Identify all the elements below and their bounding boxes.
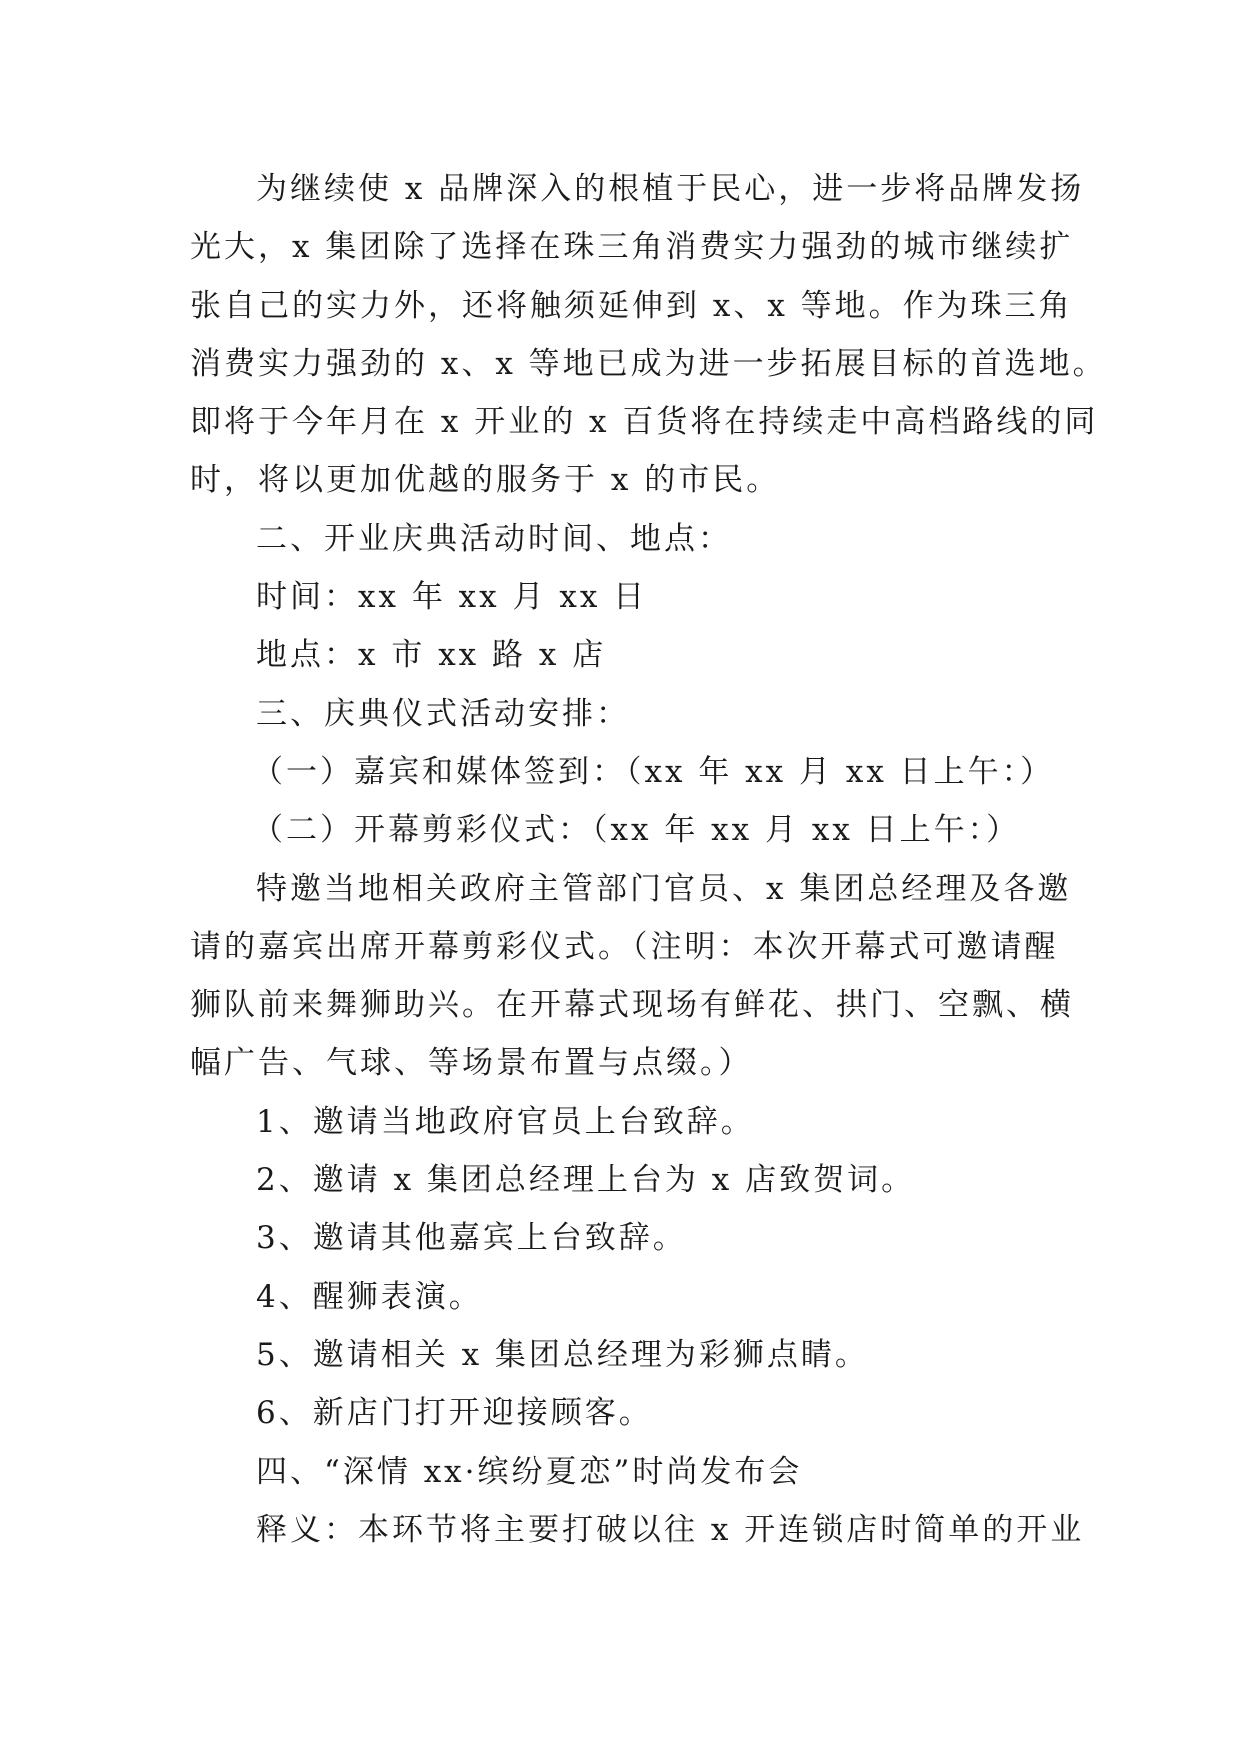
event-place: 地点：x 市 xx 路 x 店	[256, 637, 607, 674]
paragraph-invite-line-1: 特邀当地相关政府主管部门官员、x 集团总经理及各邀	[256, 870, 1072, 907]
event-time: 时间：xx 年 xx 月 xx 日	[256, 579, 648, 616]
list-item-6: 6、新店门打开迎接顾客。	[256, 1395, 653, 1432]
paragraph-invite-line-4: 幅广告、气球、等场景布置与点缀。）	[190, 1045, 753, 1082]
section-heading-time-place: 二、开业庆典活动时间、地点：	[256, 520, 732, 557]
section-heading-fashion-show: 四、“深情 xx·缤纷夏恋”时尚发布会	[256, 1453, 803, 1490]
subsection-guest-signin: （一）嘉宾和媒体签到：（xx 年 xx 月 xx 日上午：）	[252, 753, 1055, 790]
paragraph-intro-line-2: 光大，x 集团除了选择在珠三角消费实力强劲的城市继续扩	[190, 229, 1074, 266]
paragraph-intro-line-6: 时，将以更加优越的服务于 x 的市民。	[190, 462, 781, 499]
paragraph-invite-line-3: 狮队前来舞狮助兴。在开幕式现场有鲜花、拱门、空飘、横	[190, 987, 1074, 1024]
list-item-2: 2、邀请 x 集团总经理上台为 x 店致贺词。	[256, 1162, 916, 1199]
list-item-4: 4、醒狮表演。	[256, 1278, 483, 1315]
paragraph-intro-line-3: 张自己的实力外，还将触须延伸到 x、x 等地。作为珠三角	[190, 287, 1073, 324]
list-item-5: 5、邀请相关 x 集团总经理为彩狮点睛。	[256, 1336, 869, 1373]
paragraph-explanation-line-1: 释义：本环节将主要打破以往 x 开连锁店时简单的开业	[256, 1511, 1085, 1548]
paragraph-intro-line-5: 即将于今年月在 x 开业的 x 百货将在持续走中高档路线的同	[190, 404, 1099, 441]
list-item-1: 1、邀请当地政府官员上台致辞。	[256, 1103, 755, 1140]
subsection-ribbon-cutting: （二）开幕剪彩仪式：（xx 年 xx 月 xx 日上午：）	[252, 812, 1021, 849]
paragraph-invite-line-2: 请的嘉宾出席开幕剪彩仪式。（注明：本次开幕式可邀请醒	[190, 928, 1059, 965]
paragraph-intro-line-1: 为继续使 x 品牌深入的根植于民心，进一步将品牌发扬	[256, 171, 1085, 207]
paragraph-intro-line-4: 消费实力强劲的 x、x 等地已成为进一步拓展目标的首选地。	[190, 345, 1107, 382]
document-body	[190, 160, 1107, 1559]
section-heading-ceremony: 三、庆典仪式活动安排：	[256, 695, 630, 732]
list-item-3: 3、邀请其他嘉宾上台致辞。	[256, 1220, 687, 1257]
